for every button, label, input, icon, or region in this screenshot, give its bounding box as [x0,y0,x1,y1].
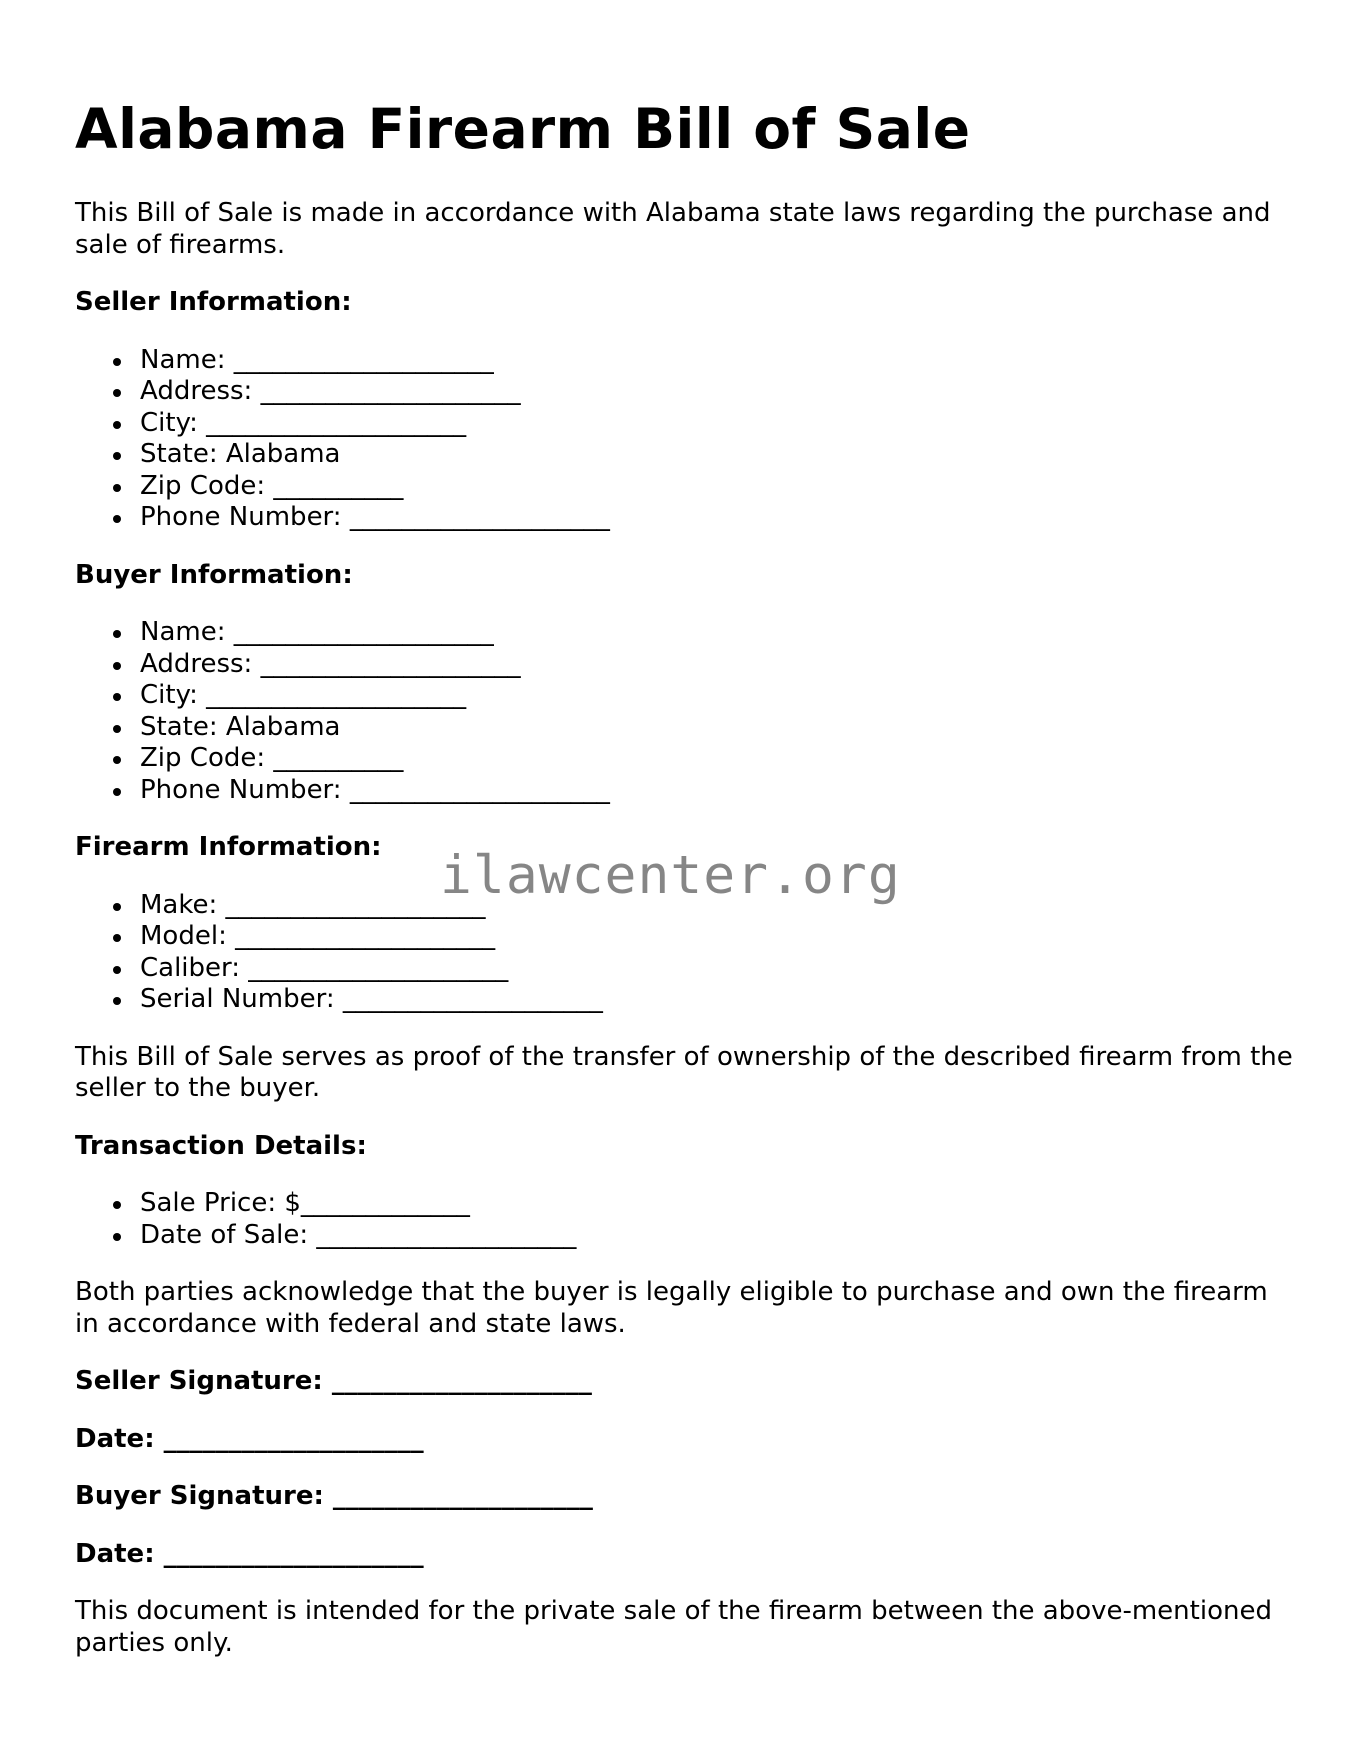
acknowledge-paragraph: Both parties acknowledge that the buyer is legally eligible to purchase and own the firearm in accordance with federal and state laws. [75,1277,1268,1339]
watermark: ilawcenter.org [440,845,901,906]
buyer-address-field: Address: ____________________ [140,649,1295,681]
buyer-list [75,617,1295,806]
seller-phone-field: Phone Number: ____________________ [140,502,1295,534]
seller-heading: Seller Information: [75,287,352,317]
sale-date-field: Date of Sale: ____________________ [140,1220,1295,1252]
seller-zip-field: Zip Code: __________ [140,471,1295,503]
buyer-signature-line: Buyer Signature: ____________________ [75,1481,593,1511]
closing-paragraph: This document is intended for the private sale of the firearm between the above-mentioned parties only. [75,1596,1272,1658]
sale-price-field: Sale Price: $_____________ [140,1188,1295,1220]
seller-date-line: Date: ____________________ [75,1423,424,1454]
buyer-heading: Buyer Information: [75,559,353,590]
seller-signature-line: Seller Signature: ____________________ [75,1366,592,1396]
intro-paragraph: This Bill of Sale is made in accordance with Alabama state laws regarding the purchase and sale of firearms. [75,198,1271,260]
seller-list [75,345,1295,534]
seller-name-field: Name: ____________________ [140,345,1295,377]
proof-paragraph: This Bill of Sale serves as proof of the transfer of ownership of the described firearm from the seller to the buyer. [75,1041,1293,1103]
document-page [75,0,1295,1659]
firearm-caliber-field: Caliber: ____________________ [140,953,1295,985]
buyer-name-field: Name: ____________________ [140,617,1295,649]
buyer-city-field: City: ____________________ [140,680,1295,712]
buyer-date-line: Date: ____________________ [75,1538,424,1569]
firearm-list [75,890,1295,1016]
buyer-phone-field: Phone Number: ____________________ [140,775,1295,807]
buyer-state-field: State: Alabama [140,712,1295,744]
firearm-heading: Firearm Information: [75,832,382,862]
seller-address-field: Address: ____________________ [140,376,1295,408]
seller-city-field: City: ____________________ [140,408,1295,440]
firearm-serial-field: Serial Number: ____________________ [140,984,1295,1016]
seller-state-field: State: Alabama [140,439,1295,471]
firearm-make-field: Make: ____________________ [140,890,1295,922]
firearm-model-field: Model: ____________________ [140,921,1295,953]
document-title: Alabama Firearm Bill of Sale [75,97,971,161]
buyer-zip-field: Zip Code: __________ [140,743,1295,775]
transaction-heading: Transaction Details: [75,1130,367,1161]
transaction-list [75,1188,1295,1251]
